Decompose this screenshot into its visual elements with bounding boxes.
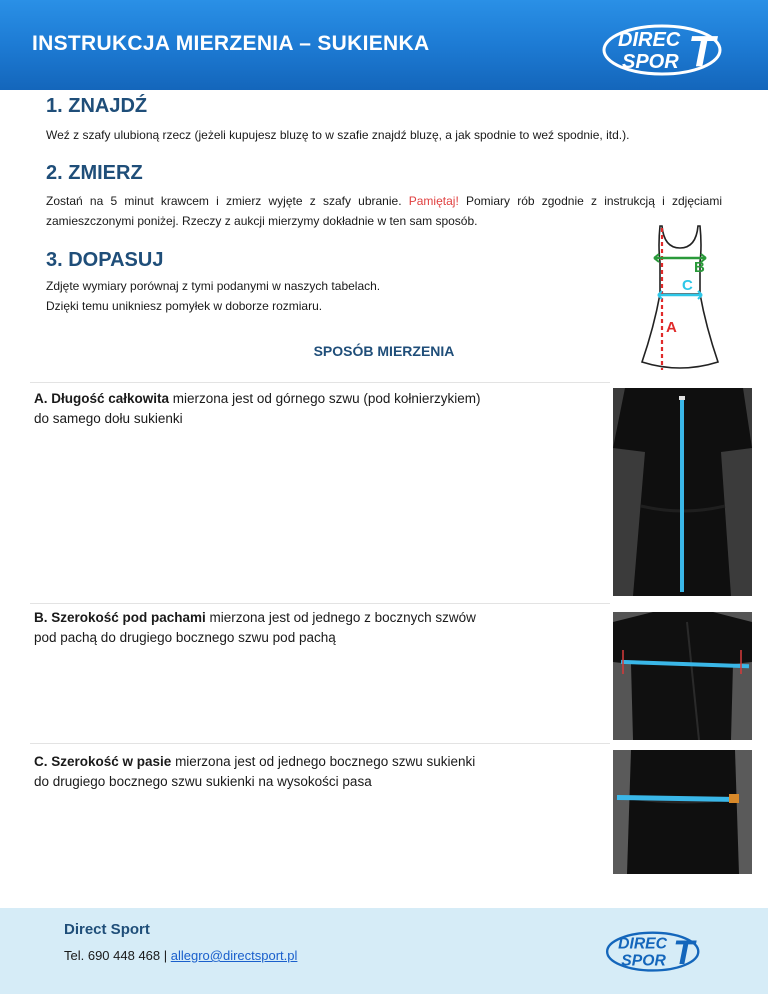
- step-3-line1: Zdjęte wymiary porównaj z tymi podanymi w naszych tabelach.: [46, 279, 381, 293]
- footer-email-link[interactable]: allegro@directsport.pl: [170, 948, 298, 963]
- svg-text:DIREC: DIREC: [618, 935, 668, 953]
- divider: [30, 603, 610, 604]
- photo-waist: [613, 750, 752, 874]
- step-3-heading: 3. DOPASUJ: [46, 249, 164, 271]
- step-1-heading: 1. ZNAJDŹ: [46, 95, 148, 117]
- svg-text:SPOR: SPOR: [621, 952, 666, 970]
- footer-phone: Tel. 690 448 468 |: [64, 948, 171, 963]
- divider: [30, 743, 610, 744]
- svg-text:SPOR: SPOR: [622, 51, 679, 73]
- measurement-b-text: B. Szerokość pod pachami mierzona jest od jednego z bocznych szwów pod pachą do drugiego bocznego szwu pod pachą: [34, 610, 476, 645]
- footer-contact: [64, 948, 297, 963]
- step-3-line2: Dzięki temu unikniesz pomyłek w doborze rozmiaru.: [46, 299, 323, 313]
- divider: [30, 382, 610, 383]
- diagram-label-b: B: [694, 259, 705, 276]
- method-title: SPOSÓB MIERZENIA: [313, 343, 455, 359]
- svg-text:T: T: [673, 934, 695, 973]
- footer-company-name: Direct Sport: [64, 921, 150, 938]
- step-2-heading: 2. ZMIERZ: [46, 162, 143, 184]
- footer: [0, 908, 768, 994]
- measurement-c-text: C. Szerokość w pasie mierzona jest od jednego bocznego szwu sukienki do drugiego bocznego szwu sukienki na wysokości pasa: [34, 754, 476, 789]
- diagram-label-c: C: [682, 277, 693, 294]
- svg-text:DIREC: DIREC: [618, 29, 681, 51]
- photo-underarm: [613, 612, 752, 740]
- header-banner: [0, 0, 768, 90]
- diagram-label-a: A: [666, 319, 677, 336]
- step-2-text: Zostań na 5 minut krawcem i zmierz wyjęte z szafy ubranie. Pamiętaj! Pomiary rób zgodnie z instrukcją i zdjęciami zamieszczonymi poniżej. Rzeczy z aukcji mierzymy dokładnie w ten sam sposób.: [46, 194, 722, 228]
- footer-logo: [604, 922, 714, 978]
- photo-length: [613, 388, 752, 596]
- measurement-a-text: A. Długość całkowita mierzona jest od górnego szwu (pod kołnierzykiem) do samego dołu sukienki: [34, 391, 481, 426]
- step-1-text: Weź z szafy ulubioną rzecz (jeżeli kupujesz bluzę to w szafie znajdź bluzę, a jak spodnie to weź spodnie, itd.).: [46, 128, 630, 142]
- page-title: INSTRUKCJA MIERZENIA – SUKIENKA: [32, 32, 430, 55]
- highlight-remember: Pamiętaj!: [408, 194, 459, 208]
- svg-text:T: T: [688, 27, 715, 76]
- direct-sport-logo: [600, 18, 740, 78]
